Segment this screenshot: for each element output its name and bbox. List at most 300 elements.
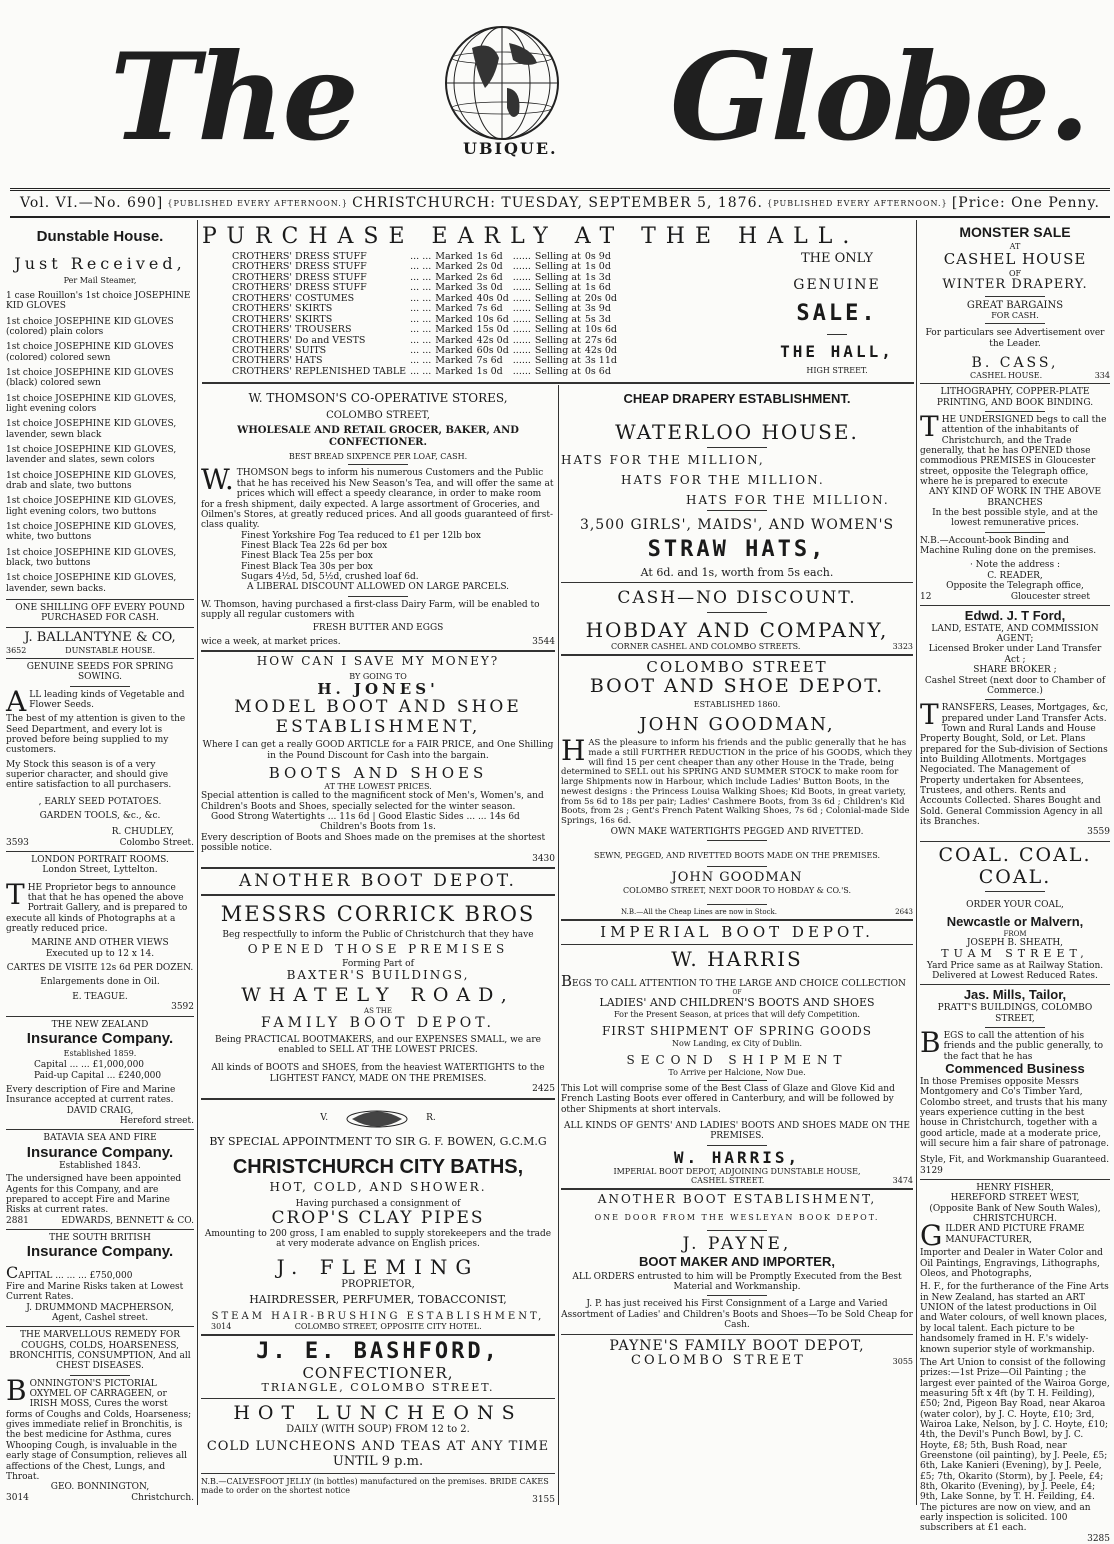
ballantyne-firm: J. BALLANTYNE & CO,	[24, 629, 176, 645]
cashel-house: CASHEL HOUSE	[943, 250, 1087, 269]
ad-number: 3323	[892, 641, 913, 651]
published-note-left: {PUBLISHED EVERY AFTERNOON.}	[167, 198, 348, 208]
marked-label: Marked	[435, 282, 473, 294]
jones-going: BY GOING TO	[349, 671, 407, 681]
column-2: W. THOMSON'S CO-OPERATIVE STORES, COLOMBO STREET, WHOLESALE AND RETAIL GROCER, BAKER, AND CONFECTIONER. BEST BREAD SIXPENCE PER LOAF, CASH. W. THOMSON begs to inform his numerous Customers and the Public that he has received his New Season's Tea, and will offer the same at prices which will effect a speedy clearance, in order to make room for a fresh shipment, daily expected. A large assortment of Groceries, and Oilmen's Stores, at greatly reduced prices. And all goods guaranteed of first-class quality. Finest Yorkshire Fog Tea reduced to £1 per 12lb box Finest Black Tea 22s 6d per box Finest Black Tea 25s per box Finest Black Tea 30s per box Sugars 4½d, 5d, 5½d, crushed loaf 6d. A LIBERAL DISCOUNT ALLOWED ON LARGE PARCELS. W. Thomson, having purchased a first-class Dairy Farm, will be enabled to supply all regular customers with FRESH BUTTER AND EGGS wice a week, at market prices. 3544 HOW CAN I SAVE MY MONEY? BY GOING TO H. JONES' MODEL BOOT AND SHOE ESTABLISHMENT, Where I can get a really GOOD ARTICLE for a FAIR PRICE, and One Shilling in the Pound Discount for Cash into the bargain. BOOTS AND SHOES AT THE LOWEST PRICES. Special attention is called to the magnificent stock of Men's, Women's, and Children's Boots and Shoes, specially selected for the winter season. Good Strong Watertights ... 11s 6d | Good Elastic Sides ... ... 14s 6d Children's Boots from 1s. Every description of Boots and Shoes made on the premises at the shortest possible notice. 3430 ANOTHER BOOT DEPOT. MESSRS CORRICK BROS Beg respectfully to inform the Public of Christchurch that they have OPENED THOSE PREMISES Forming Part of BAXTER'S BUILDINGS, WHATELY ROAD, AS THE FAMILY BOOT DEPOT. Being PRACTICAL BOOTMAKERS, and our EXPENSES SMALL, we are enabled to SELL AT THE LOWEST PRICES. All kinds of BOOTS and SHOES, from the heaviest WATERTIGHTS to the LIGHTEST FANCY, MADE ON THE PREMISES. 2425 V. R. BY SPECIAL APPOINTMENT TO SIR G. F. BOWEN, G.C.M.G CHRISTCHURCH CITY BATHS, HOT, COLD, AND SHOWER. Having purchased a consignment of CROP'S CLAY PIPES Amounting to 200 gross, I am enabled to supply storekeepers and the trade at very moderate advance on English prices. J. FLEMING PROPRIETOR, HAIRDRESSER, PERFUMER, TOBACCONIST, STEAM HAIR-BRUSHING ESTABLISHMENT, 3014 COLOMBO STREET, OPPOSITE CITY HOTEL. J. E. BASHFORD, CONFECTIONER, TRIANGLE, COLOMBO STREET. HOT LUNCHEONS DAILY (WITH SOUP) FROM 12 to 2. COLD LUNCHEONS AND TEAS AT ANY TIME UNTIL 9 p.m. N.B.—CALVESFOOT JELLY (in bottles) manufactured on the premises. BRIDE CAKES made to order on the shortest notice 3155	[201, 391, 555, 1506]
cipher-v: V.	[320, 1113, 329, 1124]
shilling-off: ONE SHILLING OFF EVERY POUND PURCHASED FOR CASH.	[15, 603, 185, 624]
delivered: Delivered at Lowest Reduced Rates.	[932, 971, 1098, 981]
harris-second: SECOND SHIPMENT	[626, 1052, 848, 1067]
harris-street: CASHEL STREET.	[691, 1176, 765, 1186]
enlargements: Enlargements done in Oil.	[40, 977, 160, 988]
fisher-hf: H. F., for the furtherance of the Fine Arts in New Zealand, has started an ART UNION of the latest productions in Oil and Water colours, of well known places, by local talent. Each picture to be handsomely framed in H. F.'s widely-known superior style of workmanship.	[920, 1282, 1109, 1355]
payne-another: ANOTHER BOOT ESTABLISHMENT,	[597, 1192, 877, 1207]
dots: ......	[512, 344, 531, 356]
dots: ......	[512, 303, 531, 315]
masthead-title-right: Globe.	[670, 27, 1089, 168]
royal-arms-icon	[342, 1108, 412, 1130]
teague-name: E. TEAGUE.	[72, 991, 128, 1002]
ad-number: 3285	[1087, 1533, 1110, 1544]
selling-price: 1s 3d	[584, 271, 611, 283]
corrick-forming: Forming Part of	[342, 958, 414, 969]
nz-title-2: Insurance Company.	[26, 1029, 174, 1047]
thomson-twice: wice a week, at market prices.	[201, 636, 341, 647]
per-mail-steamer: Per Mail Steamer,	[63, 275, 137, 285]
fleming-steam: STEAM HAIR-BRUSHING ESTABLISHMENT,	[211, 1310, 545, 1322]
masthead-motto: UBIQUE.	[463, 139, 558, 158]
harris-arrive: To Arrive per Halcione, Now Due.	[668, 1067, 806, 1077]
fleming-having: Having purchased a consignment of	[295, 1198, 461, 1209]
selling-price: 5s 3d	[584, 313, 611, 325]
hobday-company: HOBDAY AND COMPANY,	[585, 617, 889, 642]
hall-name: THE HALL,	[780, 342, 894, 362]
ad-number: 3593	[6, 837, 29, 848]
selling-label: Selling at	[534, 365, 581, 377]
ad-number: 3544	[532, 636, 555, 647]
selling-price: 20s 0d	[584, 292, 617, 304]
corrick-being: Being PRACTICAL BOOTMAKERS, and our EXPENSES SMALL, we are enabled to SELL AT THE LOWEST PRICES.	[215, 1034, 541, 1056]
order-coal: ORDER YOUR COAL,	[966, 900, 1064, 911]
bonnington-name: GEO. BONNINGTON,	[50, 1482, 150, 1493]
glove-list	[6, 291, 194, 594]
marked-price: 1s 0d	[476, 365, 503, 377]
selling-price: 0s 6d	[584, 365, 611, 377]
tea-item: Finest Yorkshire Fog Tea reduced to £1 per 12lb box	[241, 530, 481, 541]
thomson-discount: A LIBERAL DISCOUNT ALLOWED ON LARGE PARCELS.	[246, 582, 510, 593]
bashford-cold: COLD LUNCHEONS AND TEAS AT ANY TIME	[206, 1438, 550, 1454]
selling-label: Selling at	[534, 324, 581, 336]
seeds-body-3: My Stock this season is of a very superior character, and should give entire satisfaction to all purchasers.	[6, 759, 172, 791]
coal-1: COAL. COAL.	[938, 843, 1092, 866]
glove-item: 1st choice JOSEPHINE KID GLOVES, light evening colors	[6, 393, 177, 414]
dots: ... ...	[410, 251, 432, 262]
monster-of: OF	[1008, 268, 1022, 278]
commenced-business: Commenced Business	[945, 1061, 1085, 1076]
portrait-body: HE Proprietor begs to announce that that he has opened the above Portrait Gallery, and is prepared to execute all kinds of Photographs at a greatly reduced price.	[6, 882, 188, 935]
mills-body: EGS to call the attention of his friends and the public generally, to the fact that he has	[943, 1030, 1104, 1062]
jones-special: Special attention is called to the magnificent stock of Men's, Women's, and Children's Boots and Shoes, specially selected for the winter season.	[201, 791, 544, 812]
fisher-importer: Importer and Dealer in Water Color and Oil Paintings, Engravings, Lithographs, Oleos, and Photographs,	[920, 1248, 1103, 1280]
coal-from: FROM	[1003, 929, 1027, 938]
place-date: CHRISTCHURCH: TUESDAY, SEPTEMBER 5, 1876.	[352, 195, 763, 212]
marked-label: Marked	[435, 303, 473, 315]
hats-line-3: HATS FOR THE MILLION.	[686, 492, 890, 507]
marked-label: Marked	[435, 334, 473, 346]
harris-lot: This Lot will comprise some of the Best Class of Glaze and Glove Kid and French Lasting Boots ever offered in Canterbury, and will be followed by other Shipments at short intervals.	[561, 1083, 895, 1115]
dots: ......	[512, 261, 531, 273]
seeds-body-1: LL leading kinds of Vegetable and Flower Seeds.	[29, 689, 185, 710]
fisher-name: HENRY FISHER,	[976, 1183, 1054, 1194]
waterloo-house: WATERLOO HOUSE.	[615, 419, 859, 444]
price: [Price: One Penny.	[951, 195, 1100, 212]
chudley-name: R. CHUDLEY,	[111, 827, 174, 838]
reader-opp: Opposite the Telegraph office,	[946, 581, 1084, 592]
hall-item: CROTHERS' HATS	[232, 355, 323, 367]
payne-jp: J. P. has just received his First Consignment of a Large and Varied Assortment of Ladies' and Children's Boots and Shoes—To be Sold Cheap for Cash.	[561, 1299, 913, 1331]
straw-hats: STRAW HATS,	[647, 537, 827, 563]
marked-price: 40s 0d	[476, 292, 509, 304]
executed-size: Executed up to 12 x 14.	[45, 948, 155, 959]
jones-child: Children's Boots from 1s.	[320, 822, 436, 833]
hall-row	[232, 325, 621, 335]
remedy-body: ONNINGTON'S PICTORIAL OXYMEL OF CARRAGEEN, or IRISH MOSS, Cures the worst forms of Coughs and Colds, Hoarseness; gives immediate relief in Bronchitis, is the best medicine for Asthma, cures Whooping Cough, is invaluable in the early stage of Consumption, relieves all affections of the Chest, Lungs, and Throat.	[6, 1378, 192, 1482]
bashford-name: J. E. BASHFORD,	[256, 1339, 500, 1365]
jones-lowest: AT THE LOWEST PRICES.	[324, 782, 432, 792]
just-received: Just Received,	[14, 254, 186, 274]
marked-label: Marked	[435, 324, 473, 336]
goodman-depot: BOOT AND SHOE DEPOT.	[589, 675, 885, 698]
ford-share: SHARE BROKER ;	[973, 665, 1057, 676]
ad-number: 2425	[532, 1084, 555, 1095]
selling-label: Selling at	[534, 355, 581, 367]
hall-genuine: GENUINE	[793, 276, 881, 293]
gloucester-street: Gloucester street	[1010, 591, 1090, 602]
hall-item: CROTHERS' DRESS STUFF	[232, 251, 367, 262]
glove-item: 1st choice JOSEPHINE KID GLOVES (colored) plain colors	[6, 316, 174, 337]
masthead-title-left: The	[110, 27, 357, 168]
ad-number: 3652	[6, 645, 27, 655]
corrick-opened: OPENED THOSE PREMISES	[247, 941, 509, 956]
tea-item: Finest Black Tea 22s 6d per box	[241, 540, 388, 551]
fisher-opp: (Opposite Bank of New South Wales),	[929, 1203, 1101, 1214]
dots: ......	[512, 282, 531, 294]
portrait-sub: London Street, Lyttelton.	[42, 865, 158, 876]
hall-advert	[202, 224, 914, 384]
dunstable-house: DUNSTABLE HOUSE.	[65, 645, 156, 655]
batavia-body: The undersigned have been appointed Agents for this Company, and are prepared to accept Fire and Marine Risks at current rates.	[6, 1174, 182, 1216]
corrick-as: AS THE	[364, 1006, 392, 1015]
ad-number: 3430	[532, 853, 555, 864]
garden-tools: GARDEN TOOLS, &c., &c.	[39, 811, 161, 822]
harris-name: W. HARRIS	[671, 946, 803, 971]
ad-number: 2643	[895, 907, 913, 916]
hall-item: CROTHERS' REPLENISHED TABLE	[232, 365, 407, 377]
harris-first: FIRST SHIPMENT OF SPRING GOODS	[601, 1023, 873, 1038]
dots: ... ...	[410, 282, 432, 294]
mills-pratt: PRATT'S BUILDINGS, COLOMBO STREET,	[937, 1003, 1093, 1024]
reader-body: HE UNDERSIGNED begs to call the attention of the inhabitants of Christchurch, and the Trade generally, that he has OPENED those commodious PREMISES in Gloucester street, opposite the Telegraph office, where he is prepared to execute	[920, 415, 1107, 488]
sb-capital: APITAL ... ... ... £750,000	[18, 1270, 133, 1281]
goodman-addr: COLOMBO STREET, NEXT DOOR TO HOBDAY & CO.'S.	[622, 886, 852, 896]
marked-price: 15s 0d	[476, 324, 509, 336]
batavia-title-1: BATAVIA SEA AND FIRE	[43, 1133, 157, 1144]
hall-item: CROTHERS' DRESS STUFF	[232, 282, 367, 294]
glove-item: 1st choice JOSEPHINE KID GLOVES (colored) colored sewn	[6, 342, 174, 363]
glove-item: 1st choice JOSEPHINE KID GLOVES, lavender, sewn backs.	[6, 573, 177, 594]
dots: ......	[512, 292, 531, 304]
bashford-hot: HOT LUNCHEONS	[233, 1401, 523, 1424]
cheap-drapery: CHEAP DRAPERY ESTABLISHMENT.	[623, 391, 851, 406]
marked-price: 60s 0d	[476, 344, 509, 356]
harris-depot: IMPERIAL BOOT DEPOT, ADJOINING DUNSTABLE HOUSE,	[613, 1166, 861, 1176]
fisher-art: The Art Union to consist of the following prizes:—1st Prize—Oil Painting ; the largest ever painted of the Wairoa Gorge, measuring 5ft x 4ft (by T. H. Feilding), £50; 2nd, Pigeon Bay Road, near Akaroa (water color), by J. C. Hoyte, £10; 3rd, Wairoa Lake, Nelson, by J. C. Hoyte, £10; 4th, the Devil's Punch Bowl, by J. C. Hoyte, £8; 5th, Bush Road, near Greenstone (oil painting), by J. Peele, £5; 6th, Lake Kanieri (Evening), by J. Peele, £5; 7th, Okarito (Storm), by J. Peele, £4; 8th, Okarito (Evening), by J. Peele, £4; 9th, Lake Sonne, by T. H. Feilding, £4. The pictures are now on view, and an early inspection is solicited. 100 subscribers at £1 each.	[920, 1357, 1110, 1534]
hall-street: HIGH STREET.	[806, 365, 868, 375]
dots: ......	[512, 324, 531, 336]
yard-price: Yard Price same as at Railway Station.	[926, 960, 1104, 971]
marked-label: Marked	[435, 271, 473, 283]
batavia-est: Established 1843.	[59, 1160, 141, 1171]
hats-line-1: HATS FOR THE MILLION,	[561, 452, 765, 467]
dots: ... ...	[410, 261, 432, 273]
dots: ......	[512, 251, 531, 262]
column-1: Dunstable House. Just Received, Per Mail Steamer, 1 case Rouillon's 1st choice JOSEPHINE KID GLOVES 1st choice JOSEPHINE KID GLOVES (colored) plain colors 1st choice JOSEPHINE KID GLOVES (colored) colored sewn 1st choice JOSEPHINE KID GLOVES (black) colored sewn 1st choice JOSEPHINE KID GLOVES, light evening colors 1st choice JOSEPHINE KID GLOVES, lavender, sewn black 1st choice JOSEPHINE KID GLOVES, lavender and slates, sewn colors 1st choice JOSEPHINE KID GLOVES, drab and slate, two buttons 1st choice JOSEPHINE KID GLOVES, light evening colors, two buttons 1st choice JOSEPHINE KID GLOVES, white, two buttons 1st choice JOSEPHINE KID GLOVES, black, two buttons 1st choice JOSEPHINE KID GLOVES, lavender, sewn backs. ONE SHILLING OFF EVERY POUND PURCHASED FOR CASH. J. BALLANTYNE & CO, 3652 DUNSTABLE HOUSE. GENUINE SEEDS FOR SPRING SOWING. ALL leading kinds of Vegetable and Flower Seeds. The best of my attention is given to the Seed Department, and every lot is proved before being supplied to my customers. My Stock this season is of a very superior character, and should give entire satisfaction to all purchasers. , EARLY SEED POTATOES. GARDEN TOOLS, &c., &c. R. CHUDLEY, 3593 Colombo Street. LONDON PORTRAIT ROOMS. London Street, Lyttelton. THE Proprietor begs to announce that that he has opened the above Portrait Gallery, and is prepared to execute all kinds of Photographs at a greatly reduced price. MARINE AND OTHER VIEWS Executed up to 12 x 14. CARTES DE VISITE 12s 6d PER DOZEN. Enlargements done in Oil. E. TEAGUE. 3592 THE NEW ZEALAND Insurance Company. Established 1859. Capital ... ... £1,000,000 Paid-up Capital ... £240,000 Every description of Fire and Marine Insurance accepted at current rates. DAVID CRAIG, Hereford street. BATAVIA SEA AND FIRE Insurance Company. Established 1843. The undersigned have been appointed Agents for this Company, and are prepared to accept Fire and Marine Risks at current rates. 2881 EDWARDS, BENNETT & CO. THE SOUTH BRITISH Insurance Company. CAPITAL ... ... ... £750,000 Fire and Marine Risks taken at Lowest Current Rates. J. DRUMMOND MACPHERSON, Agent, Cashel street. THE MARVELLOUS REMEDY FOR COUGHS, COLDS, HOARSENESS, BRONCHITIS, CONSUMPTION, And all CHEST DISEASES. BONNINGTON'S PICTORIAL OXYMEL OF CARRAGEEN, or IRISH MOSS, Cures the worst forms of Coughs and Colds, Hoarseness; gives immediate relief in Bronchitis, is the best medicine for Asthma, cures Whooping Cough, is invaluable in the early stage of Consumption, relieves all affections of the Chest, Lungs, and Throat. GEO. BONNINGTON, 3014 Christchurch.	[6, 228, 194, 1503]
dots: ... ...	[410, 344, 432, 356]
corrick-name: MESSRS CORRICK BROS	[220, 902, 536, 927]
hall-sale: SALE.	[796, 301, 878, 327]
hats-price: At 6d. and 1s, worth from 5s each.	[640, 565, 834, 579]
jones-good: Good Strong Watertights ... 11s 6d | Good Elastic Sides ... ... 14s 6d	[211, 812, 520, 823]
ad-number: 3014	[6, 1492, 29, 1503]
seeds-title: GENUINE SEEDS FOR SPRING SOWING.	[26, 661, 174, 683]
bashford-daily: DAILY (WITH SOUP) FROM 12 to 2.	[286, 1424, 470, 1436]
seeds-body-2: The best of my attention is given to the Seed Department, and every lot is proved before being supplied to my customers.	[6, 714, 186, 756]
sb-agent-2: Agent, Cashel street.	[51, 1313, 149, 1324]
marked-label: Marked	[435, 355, 473, 367]
glove-item: 1st choice JOSEPHINE KID GLOVES, light evening colors, two buttons	[6, 496, 177, 517]
reader-name: C. READER,	[987, 570, 1043, 581]
marked-label: Marked	[435, 313, 473, 325]
ford-name: Edwd. J. T Ford,	[964, 607, 1066, 623]
batavia-agents: EDWARDS, BENNETT & CO.	[61, 1215, 194, 1226]
harris-all: ALL KINDS OF GENTS' AND LADIES' BOOTS AND SHOES MADE ON THE PREMISES.	[563, 1120, 910, 1142]
mills-style: Style, Fit, and Workmanship Guaranteed.	[920, 1155, 1110, 1166]
bashford-addr: TRIANGLE, COLOMBO STREET.	[261, 1380, 495, 1394]
nz-paid-up: Paid-up Capital ... £240,000	[34, 1070, 162, 1081]
cash-no-discount: CASH—NO DISCOUNT.	[617, 588, 857, 609]
reader-nb: N.B.—Account-book Binding and Machine Ruling done on the premises.	[920, 535, 1097, 557]
marked-price: 1s 6d	[476, 251, 503, 262]
monster-sale: MONSTER SALE	[959, 224, 1071, 240]
marked-price: 2s 0d	[476, 261, 503, 273]
marked-price: 7s 6d	[476, 355, 503, 367]
great-bargains: GREAT BARGAINS	[966, 299, 1064, 311]
ford-body: RANSFERS, Leases, Mortgages, &c, prepared under Land Transfer Acts. Town and Rural Lands and House Property Bought, Sold, or Let. Plans prepared for the Sub-division of Sections into Building Allotments. Mortgages Negociated. The Management of Property undertaken for Absentees, Trustees, and others. Rents and Accounts Collected. Shares Bought and Sold. General Commission Agency in all its Branches.	[920, 703, 1109, 827]
harris-for: For the Present Season, at prices that will defy Competition.	[614, 1009, 860, 1019]
sb-agent: J. DRUMMOND MACPHERSON,	[26, 1302, 174, 1313]
marked-price: 3s 0d	[476, 282, 503, 294]
dots: ... ...	[410, 271, 432, 283]
dots: ......	[512, 355, 531, 367]
hats-line-2: HATS FOR THE MILLION.	[621, 472, 825, 487]
remedy-title: THE MARVELLOUS REMEDY FOR COUGHS, COLDS, HOARSENESS, BRONCHITIS, CONSUMPTION, And all CHEST DISEASES.	[9, 1330, 191, 1372]
corrick-whately: WHATELY ROAD,	[241, 983, 515, 1006]
selling-price: 3s 11d	[584, 355, 617, 367]
harris-imperial: IMPERIAL BOOT DEPOT.	[600, 922, 874, 941]
selling-price: 1s 6d	[584, 282, 611, 294]
fleming-baths: CHRISTCHURCH CITY BATHS,	[232, 1156, 524, 1179]
hall-price-list	[232, 252, 621, 377]
goodman-colombo: COLOMBO STREET	[646, 658, 828, 677]
hall-row	[232, 367, 621, 377]
fisher-gilder: ILDER AND PICTURE FRAME MANUFACTURER,	[945, 1224, 1085, 1245]
column-3: CHEAP DRAPERY ESTABLISHMENT. WATERLOO HOUSE. HATS FOR THE MILLION, HATS FOR THE MILLION. HATS FOR THE MILLION. 3,500 GIRLS', MAIDS', AND WOMEN'S STRAW HATS, At 6d. and 1s, worth from 5s each. CASH—NO DISCOUNT. HOBDAY AND COMPANY, CORNER CASHEL AND COLOMBO STREETS. 3323 COLOMBO STREET BOOT AND SHOE DEPOT. ESTABLISHED 1860. JOHN GOODMAN, HAS the pleasure to inform his friends and the public generally that he has made a still FURTHER REDUCTION in the price of his GOODS, which they will find 15 per cent cheaper than any other House in the Trade, being determined to SELL out his SPRING AND SUMMER STOCK to make room for large Shipments now in Harbour, which include Ladies' Button Boots, in the newest designs : the Princess Louisa Walking Shoes; Kid Boots, in great variety, from 5s 6d to 18s per pair; Ladies' Cashmere Boots, from 3s 6d ; Children's Kid Boots, from 2s ; Gent's French Patent Walking Shoes, 7s 6d ; Colonial-made Side Springs, 16s 6d. OWN MAKE WATERTIGHTS PEGGED AND RIVETTED. SEWN, PEGGED, AND RIVETTED BOOTS MADE ON THE PREMISES. JOHN GOODMAN COLOMBO STREET, NEXT DOOR TO HOBDAY & CO.'S. N.B.—All the Cheap Lines are now in Stock. 2643 IMPERIAL BOOT DEPOT. W. HARRIS BEGS TO CALL ATTENTION TO THE LARGE AND CHOICE COLLECTION OF LADIES' AND CHILDREN'S BOOTS AND SHOES For the Present Season, at prices that will defy Competition. FIRST SHIPMENT OF SPRING GOODS Now Landing, ex City of Dublin. SECOND SHIPMENT To Arrive per Halcione, Now Due. This Lot will comprise some of the Best Class of Glaze and Glove Kid and French Lasting Boots ever offered in Canterbury, and will be followed by other Shipments at short intervals. ALL KINDS OF GENTS' AND LADIES' BOOTS AND SHOES MADE ON THE PREMISES. W. HARRIS, IMPERIAL BOOT DEPOT, ADJOINING DUNSTABLE HOUSE, CASHEL STREET. 3474 ANOTHER BOOT ESTABLISHMENT, ONE DOOR FROM THE WESLEYAN BOOK DEPOT. J. PAYNE, BOOT MAKER AND IMPORTER, ALL ORDERS entrusted to him will be Promptly Executed from the Best Material and Workmanship. J. P. has just received his First Consignment of a Large and Varied Assortment of Ladies' and Children's Boots and Shoes—To be Sold Cheap for Cash. PAYNE'S FAMILY BOOT DEPOT, COLOMBO STREET 3055	[561, 391, 913, 1368]
for-cash: FOR CASH.	[991, 311, 1039, 321]
cartes-de-visite: CARTES DE VISITE 12s 6d PER DOZEN.	[6, 963, 194, 974]
dunstable-title: Dunstable House.	[36, 228, 164, 245]
hall-only: THE ONLY	[800, 251, 874, 266]
thomson-street: COLOMBO STREET,	[326, 409, 430, 421]
bonnington-town: Christchurch.	[131, 1492, 194, 1503]
monster-at: AT	[1009, 242, 1021, 252]
hall-item: CROTHERS' Do and VESTS	[232, 334, 366, 346]
ford-land: LAND, ESTATE, AND COMMISSION AGENT;	[931, 623, 1099, 645]
thomson-body: THOMSON begs to inform his numerous Customers and the Public that he has received his New Season's Tea, and will offer the same at prices which will effect a speedy clearance, in order to make room for a fresh shipment, daily expected. A large assortment of Groceries, and Oilmen's Stores, at greatly reduced prices. And all goods guaranteed of first-class quality.	[201, 468, 554, 531]
published-note-right: {PUBLISHED EVERY AFTERNOON.}	[767, 198, 948, 208]
payne-name: J. PAYNE,	[682, 1234, 792, 1255]
hall-item: CROTHERS' DRESS STUFF	[232, 261, 367, 273]
marked-label: Marked	[435, 365, 473, 377]
hall-item: CROTHERS' SUITS	[232, 344, 327, 356]
dateline	[10, 188, 1110, 218]
payne-family: PAYNE'S FAMILY BOOT DEPOT,	[609, 1337, 865, 1354]
goodman-sewn: SEWN, PEGGED, AND RIVETTED BOOTS MADE ON THE PREMISES.	[593, 851, 881, 861]
payne-trade: BOOT MAKER AND IMPORTER,	[639, 1253, 835, 1269]
ad-number: 3155	[532, 1495, 555, 1506]
b-cass: B. CASS,	[971, 355, 1059, 372]
selling-price: 1s 0d	[584, 261, 611, 273]
portrait-title: LONDON PORTRAIT ROOMS.	[31, 855, 169, 866]
harris-begs: EGS TO CALL ATTENTION TO THE LARGE AND CHOICE COLLECTION	[572, 978, 906, 989]
lithography: LITHOGRAPHY, COPPER-PLATE PRINTING, AND BOOK BINDING.	[936, 387, 1094, 408]
hobday-corner: CORNER CASHEL AND COLOMBO STREETS.	[611, 641, 801, 651]
corrick-another: ANOTHER BOOT DEPOT.	[239, 870, 517, 891]
fleming-prop: PROPRIETOR,	[341, 1278, 415, 1290]
glove-item: 1st choice JOSEPHINE KID GLOVES, white, two buttons	[6, 522, 177, 543]
goodman-est: ESTABLISHED 1860.	[693, 700, 781, 710]
dots: ......	[512, 365, 531, 377]
hall-item: CROTHERS' SKIRTS	[232, 303, 333, 315]
dots: ... ...	[410, 303, 432, 315]
ad-number: 334	[1094, 371, 1110, 381]
selling-label: Selling at	[534, 313, 581, 325]
marked-price: 7s 6d	[476, 303, 503, 315]
jones-body: Where I can get a really GOOD ARTICLE for a FAIR PRICE, and One Shilling in the Pound Discount for Cash into the bargain.	[202, 740, 554, 761]
dots: ... ...	[410, 292, 432, 304]
fleming-hot: HOT, COLD, AND SHOWER.	[269, 1180, 487, 1195]
selling-label: Selling at	[534, 344, 581, 356]
glove-item: 1st choice JOSEPHINE KID GLOVES (black) colored sewn	[6, 367, 174, 389]
corrick-all: All kinds of BOOTS and SHOES, from the heaviest WATERTIGHTS to the LIGHTEST FANCY, MADE ON THE PREMISES.	[211, 1063, 545, 1084]
batavia-title-2: Insurance Company.	[26, 1143, 174, 1161]
early-potatoes: , EARLY SEED POTATOES.	[38, 796, 162, 807]
marked-label: Marked	[435, 261, 473, 273]
fleming-special: BY SPECIAL APPOINTMENT TO SIR G. F. BOWEN, G.C.M.G	[209, 1134, 547, 1148]
fleming-crop: CROP'S CLAY PIPES	[271, 1208, 485, 1229]
harris-of: OF	[732, 989, 742, 997]
corrick-family: FAMILY BOOT DEPOT.	[261, 1014, 495, 1031]
thomson-title: W. THOMSON'S CO-OPERATIVE STORES,	[248, 391, 508, 405]
dots: ......	[512, 313, 531, 325]
jones-every: Every description of Boots and Shoes made on the premises at the shortest possible notice.	[201, 832, 546, 854]
column-rule	[197, 220, 198, 1505]
selling-label: Selling at	[534, 303, 581, 315]
glove-item: 1st choice JOSEPHINE KID GLOVES, black, two buttons	[6, 547, 177, 569]
fisher-ch: CHRISTCHURCH.	[973, 1214, 1057, 1225]
thomson-trade: WHOLESALE AND RETAIL GROCER, BAKER, AND CONFECTIONER.	[237, 425, 519, 448]
jones-boots: BOOTS AND SHOES	[268, 764, 488, 782]
ford-cashel: Cashel Street (next door to Chamber of Commerce.)	[924, 675, 1106, 696]
sb-body: Fire and Marine Risks taken at Lowest Current Rates.	[6, 1282, 184, 1303]
thomson-farm: W. Thomson, having purchased a first-class Dairy Farm, will be enabled to supply all regular customers with	[201, 599, 540, 620]
dots: ... ...	[410, 365, 432, 377]
marked-price: 42s 0d	[476, 334, 509, 346]
fleming-name: J. FLEMING	[276, 1254, 480, 1279]
dots: ... ...	[410, 355, 432, 367]
ad-number: 3592	[171, 1002, 194, 1013]
payne-door: ONE DOOR FROM THE WESLEYAN BOOK DEPOT.	[594, 1213, 880, 1223]
selling-label: Selling at	[534, 282, 581, 294]
ad-number: 12	[920, 591, 932, 602]
goodman-own: OWN MAKE WATERTIGHTS PEGGED AND RIVETTED.	[610, 826, 864, 837]
ford-lic: Licensed Broker under Land Transfer Act ;	[928, 644, 1102, 665]
tea-item: Finest Black Tea 30s per box	[241, 561, 373, 572]
sb-title-1: THE SOUTH BRITISH	[49, 1233, 151, 1244]
fisher-hereford: HEREFORD STREET WEST,	[950, 1193, 1080, 1204]
fleming-amount: Amounting to 200 gross, I am enabled to supply storekeepers and the trade at very moderate advance on English prices.	[204, 1228, 552, 1250]
cipher-r: R.	[426, 1113, 436, 1124]
sheath-name: JOSEPH B. SHEATH,	[966, 937, 1064, 948]
newcastle-malvern: Newcastle or Malvern,	[946, 913, 1084, 929]
craig-street: Hereford street.	[119, 1116, 194, 1127]
glove-item: 1 case Rouillon's 1st choice JOSEPHINE KID GLOVES	[6, 290, 191, 312]
hall-title: PURCHASE EARLY AT THE HALL.	[202, 224, 860, 249]
ad-number: 3055	[892, 1356, 913, 1366]
goodman-name-2: JOHN GOODMAN	[671, 870, 803, 886]
glove-item: 1st choice JOSEPHINE KID GLOVES, drab and slate, two buttons	[6, 470, 177, 491]
hall-item: CROTHERS' SKIRTS	[232, 313, 333, 325]
column-rule	[916, 220, 917, 1505]
harris-now: Now Landing, ex City of Dublin.	[671, 1038, 803, 1048]
thomson-bread: BEST BREAD SIXPENCE PER LOAF, CASH.	[288, 452, 468, 462]
selling-price: 3s 9d	[584, 303, 611, 315]
selling-label: Selling at	[534, 261, 581, 273]
selling-label: Selling at	[534, 271, 581, 283]
chudley-street: Colombo Street.	[119, 837, 194, 848]
selling-price: 10s 6d	[584, 324, 617, 336]
tea-item: Sugars 4½d, 5d, 5½d, crushed loaf 6d.	[241, 571, 419, 582]
marked-label: Marked	[435, 251, 473, 262]
nz-est: Established 1859.	[63, 1049, 137, 1059]
jones-name: H. JONES'	[317, 679, 439, 698]
selling-label: Selling at	[534, 251, 581, 262]
dots: ... ...	[410, 313, 432, 325]
goodman-nb: N.B.—All the Cheap Lines are now in Stock.	[621, 907, 777, 916]
dots: ... ...	[410, 324, 432, 336]
goodman-body: AS the pleasure to inform his friends and the public generally that he has made a still FURTHER REDUCTION in the price of his GOODS, which they will find 15 per cent cheaper than any other House in the Trade, being determined to SELL out his SPRING AND SUMMER STOCK to make room for large Shipments now in Harbour, which include Ladies' Button Boots, in the newest designs : the Princess Louisa Walking Shoes; Kid Boots, in great variety, from 5s 6d to 18s per pair; Ladies' Cashmere Boots, from 3s 6d ; Children's Kid Boots, from 2s ; Gent's French Patent Walking Shoes, 7s 6d ; Colonial-made Side Springs, 16s 6d.	[561, 738, 913, 827]
fleming-addr: COLOMBO STREET, OPPOSITE CITY HOTEL.	[294, 1322, 482, 1332]
bashford-until: UNTIL 9 p.m.	[332, 1453, 424, 1469]
cass-house: CASHEL HOUSE.	[970, 371, 1043, 381]
note-address: · Note the address :	[969, 560, 1061, 571]
girls-hats: 3,500 GIRLS', MAIDS', AND WOMEN'S	[579, 517, 895, 534]
best-style: In the best possible style, and at the lowest remunerative prices.	[932, 508, 1098, 529]
selling-price: 42s 0d	[584, 344, 617, 356]
marked-price: 2s 6d	[476, 271, 503, 283]
nz-body: Every description of Fire and Marine Insurance accepted at current rates.	[6, 1084, 176, 1106]
nz-title-1: THE NEW ZEALAND	[51, 1019, 149, 1030]
bashford-conf: CONFECTIONER,	[302, 1363, 454, 1382]
ad-number: 3559	[1087, 827, 1110, 838]
goodman-name: JOHN GOODMAN,	[639, 714, 835, 736]
marine-views: MARINE AND OTHER VIEWS	[31, 938, 169, 949]
winter-drapery: WINTER DRAPERY.	[942, 276, 1088, 292]
tea-item: Finest Black Tea 25s per box	[241, 551, 373, 562]
column-4: MONSTER SALE AT CASHEL HOUSE OF WINTER DRAPERY. GREAT BARGAINS FOR CASH. For particulars see Advertisement over the Leader. B. CASS, CASHEL HOUSE. 334 LITHOGRAPHY, COPPER-PLATE PRINTING, AND BOOK BINDING. THE UNDERSIGNED begs to call the attention of the inhabitants of Christchurch, and the Trade generally, that he has OPENED those commodious PREMISES in Gloucester street, opposite the Telegraph office, where he is prepared to execute ANY KIND OF WORK IN THE ABOVE BRANCHES In the best possible style, and at the lowest remunerative prices. N.B.—Account-book Binding and Machine Ruling done on the premises. · Note the address : C. READER, Opposite the Telegraph office, 12 Gloucester street Edwd. J. T Ford, LAND, ESTATE, AND COMMISSION AGENT; Licensed Broker under Land Transfer Act ; SHARE BROKER ; Cashel Street (next door to Chamber of Commerce.) TRANSFERS, Leases, Mortgages, &c, prepared under Land Transfer Acts. Town and Rural Lands and House Property Bought, Sold, or Let. Plans prepared for the Sub-division of Sections into Building Allotments. Mortgages Negociated. The Management of Property undertaken for Absentees, Trustees, and others. Rents and Accounts Collected. Shares Bought and Sold. General Commission Agency in all its Branches. 3559 COAL. COAL. COAL. ORDER YOUR COAL, Newcastle or Malvern, FROM JOSEPH B. SHEATH, TUAM STREET, Yard Price same as at Railway Station. Delivered at Lowest Reduced Rates. Jas. Mills, Tailor, PRATT'S BUILDINGS, COLOMBO STREET, BEGS to call the attention of his friends and the public generally, to the fact that he has Commenced Business In those Premises opposite Messrs Montgomery and Co's Timber Yard, Colombo street, and trusts that his many years experience cutting in the best house in Christchurch, together with a good article, made at a moderate price, will secure him a fair share of patronage. Style, Fit, and Workmanship Guaranteed. 3129 HENRY FISHER, HEREFORD STREET WEST, (Opposite Bank of New South Wales), CHRISTCHURCH. GILDER AND PICTURE FRAME MANUFACTURER, Importer and Dealer in Water Color and Oil Paintings, Engravings, Lithographs, Oleos, and Photographs, H. F., for the furtherance of the Fine Arts in New Zealand, has started an ART UNION of the latest productions in Oil and Water colours, of well known places, by local talent. Each picture to be handsomely framed in H. F.'s widely-known superior style of workmanship. The Art Union to consist of the following prizes:—1st Prize—Oil Painting ; the largest ever painted of the Wairoa Gorge, measuring 5ft x 4ft (by T. H. Feilding), £50; 2nd, Pigeon Bay Road, near Akaroa (water color), by J. C. Hoyte, £10; 3rd, Wairoa Lake, Nelson, by J. C. Hoyte, £10; 4th, the Devil's Punch Bowl, by J. C. Hoyte, £8; 5th, Bush Road, near Greenstone (oil painting), by J. Peele, £5; 6th, Lake Kanieri (Evening), by J. Peele, £5; 7th, Okarito (Storm), by J. Peele, £4; 8th, Okarito (Evening), by J. Peele, £4; 9th, Lake Sonne, by T. H. Feilding, £4. The pictures are now on view, and an early inspection is solicited. 100 subscribers at £1 each. 3285	[920, 224, 1110, 1544]
selling-price: 27s 6d	[584, 334, 617, 346]
selling-price: 0s 9d	[584, 251, 611, 262]
ad-number: 2881	[6, 1215, 29, 1226]
bashford-nb: N.B.—CALVESFOOT JELLY (in bottles) manufactured on the premises. BRIDE CAKES made to order on the shortest notice	[201, 1476, 549, 1495]
